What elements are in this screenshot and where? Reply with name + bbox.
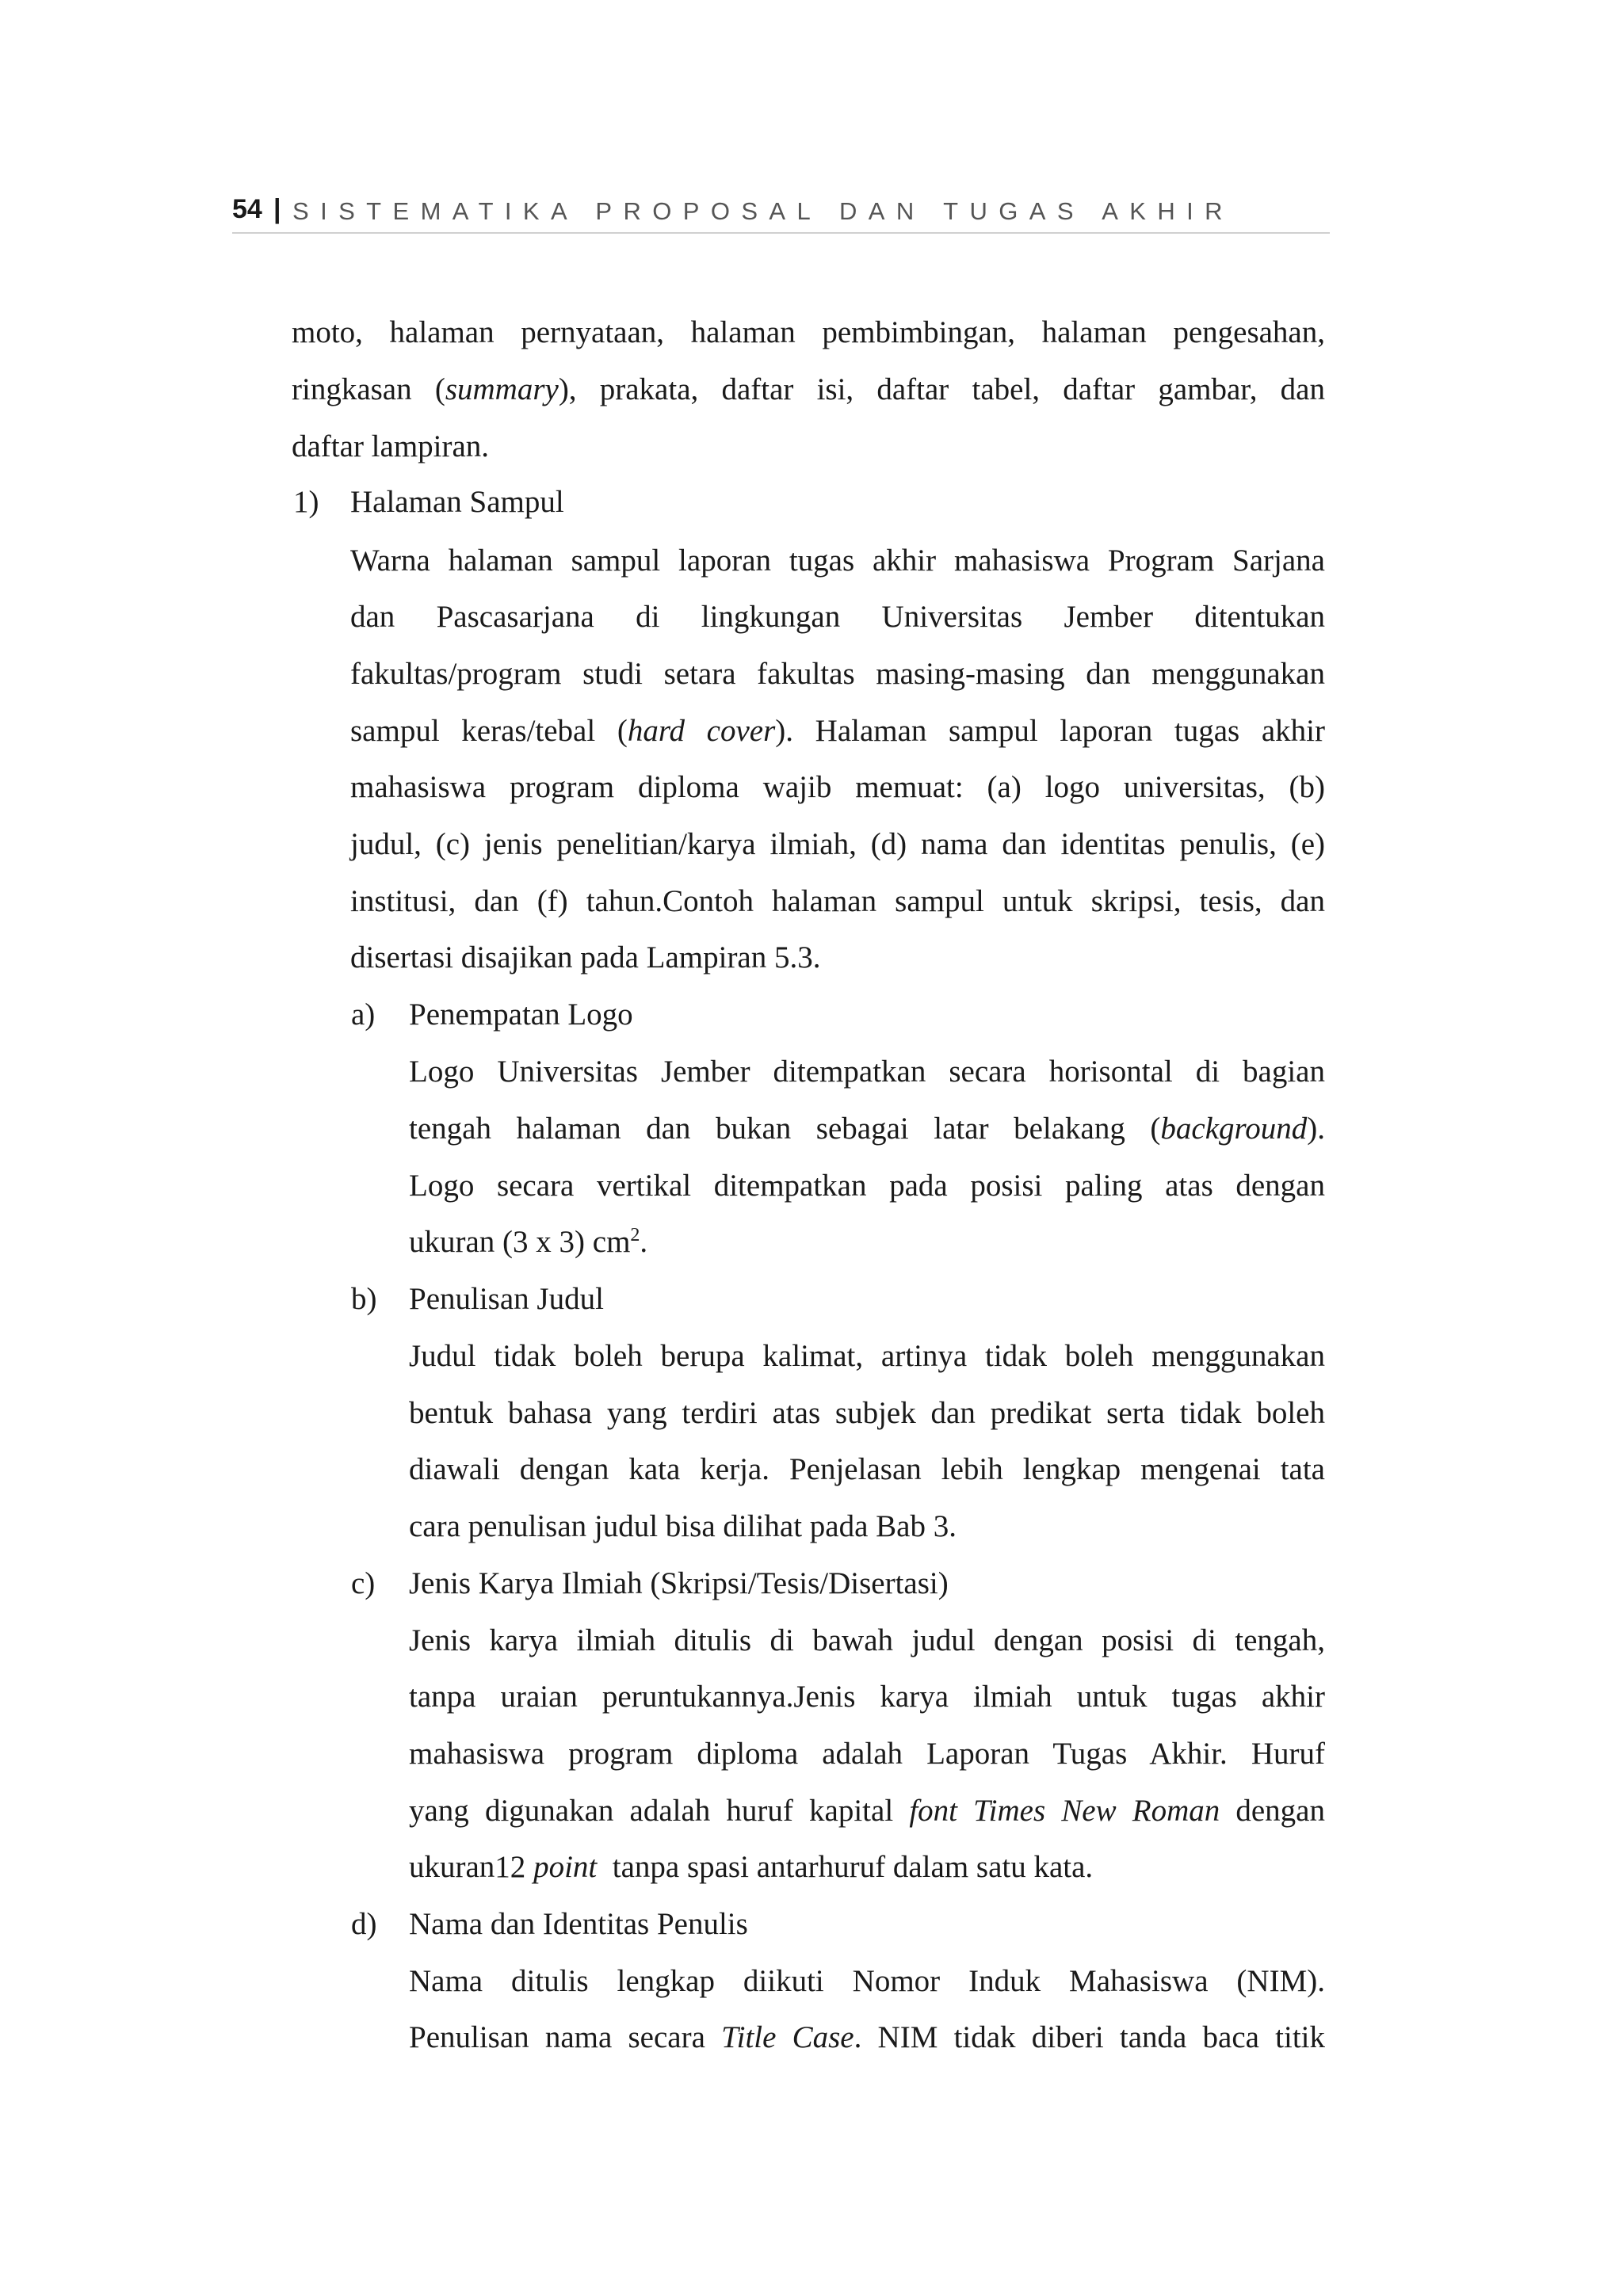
sub-d-line-1: Nama ditulis lengkap diikuti Nomor Induk Mahasiswa (NIM). xyxy=(409,1964,1325,1998)
running-header xyxy=(232,193,1330,234)
sub-d-marker: d) xyxy=(351,1907,377,1941)
section1-line-1: Warna halaman sampul laporan tugas akhir mahasiswa Program Sarjana xyxy=(350,543,1325,578)
sub-b-title: Penulisan Judul xyxy=(409,1282,604,1316)
sub-a-title: Penempatan Logo xyxy=(409,997,633,1032)
sub-b-line-1: Judul tidak boleh berupa kalimat, artinya tidak boleh menggunakan xyxy=(409,1339,1325,1373)
intro-line-3: daftar lampiran. xyxy=(292,429,490,463)
sub-a-line-4: ukuran (3 x 3) $cm^2$. xyxy=(409,1225,648,1259)
sub-c-line-5: ukuran12 point tanpa spasi antarhuruf dalam satu kata. xyxy=(409,1850,1094,1884)
section1-line-7: institusi, dan (f) tahun.Contoh halaman sampul untuk skripsi, tesis, dan xyxy=(350,884,1325,918)
sub-a-line-2: tengah halaman dan bukan sebagai latar belakang (background). xyxy=(409,1112,1325,1146)
section1-marker: 1) xyxy=(293,485,319,519)
header-title: SISTEMATIKA PROPOSAL DAN TUGAS AKHIR xyxy=(292,197,1234,225)
sub-a-line-1: Logo Universitas Jember ditempatkan secara horisontal di bagian xyxy=(409,1055,1325,1089)
section1-title: Halaman Sampul xyxy=(350,485,564,519)
section1-line-8: disertasi disajikan pada Lampiran 5.3. xyxy=(350,940,821,974)
sub-d-line-2: Penulisan nama secara Title Case. NIM tidak diberi tanda baca titik xyxy=(409,2020,1325,2054)
sub-b-line-3: diawali dengan kata kerja. Penjelasan lebih lengkap mengenai tata xyxy=(409,1452,1325,1486)
sub-c-line-4: yang digunakan adalah huruf kapital font Times New Roman dengan xyxy=(409,1794,1325,1828)
section1-line-5: mahasiswa program diploma wajib memuat: (a) logo universitas, (b) xyxy=(350,770,1325,804)
intro-line-1: moto, halaman pernyataan, halaman pembimbingan, halaman pengesahan, xyxy=(292,315,1325,349)
sub-b-line-4: cara penulisan judul bisa dilihat pada Bab 3. xyxy=(409,1509,957,1543)
section1-line-3: fakultas/program studi setara fakultas masing-masing dan menggunakan xyxy=(350,657,1325,691)
page-number: 54 xyxy=(232,194,262,224)
sub-d-title: Nama dan Identitas Penulis xyxy=(409,1907,748,1941)
sub-c-line-2: tanpa uraian peruntukannya.Jenis karya ilmiah untuk tugas akhir xyxy=(409,1680,1325,1714)
sub-b-marker: b) xyxy=(351,1282,377,1316)
sub-c-title: Jenis Karya Ilmiah (Skripsi/Tesis/Disertasi) xyxy=(409,1566,949,1600)
intro-line-2: ringkasan (summary), prakata, daftar isi, daftar tabel, daftar gambar, dan xyxy=(292,372,1325,406)
section1-line-4: sampul keras/tebal (hard cover). Halaman sampul laporan tugas akhir xyxy=(350,714,1326,748)
section1-line-2: dan Pascasarjana di lingkungan Universitas Jember ditentukan xyxy=(350,600,1325,634)
sub-b-line-2: bentuk bahasa yang terdiri atas subjek dan predikat serta tidak boleh xyxy=(409,1396,1325,1430)
section1-line-6: judul, (c) jenis penelitian/karya ilmiah, (d) nama dan identitas penulis, (e) xyxy=(350,827,1325,861)
header-separator: | xyxy=(273,194,281,224)
sub-c-line-3: mahasiswa program diploma adalah Laporan Tugas Akhir. Huruf xyxy=(409,1737,1325,1771)
sub-c-line-1: Jenis karya ilmiah ditulis di bawah judul dengan posisi di tengah, xyxy=(409,1623,1325,1657)
sub-a-marker: a) xyxy=(351,997,376,1032)
sub-c-marker: c) xyxy=(351,1566,376,1600)
sub-a-line-3: Logo secara vertikal ditempatkan pada posisi paling atas dengan xyxy=(409,1169,1325,1203)
